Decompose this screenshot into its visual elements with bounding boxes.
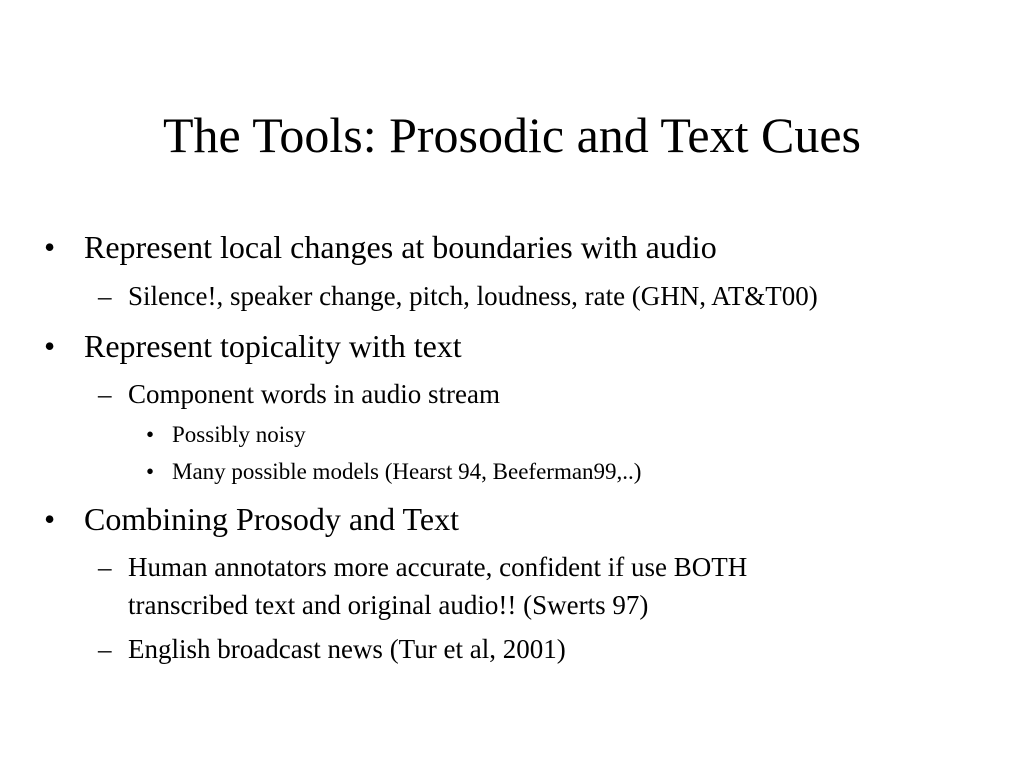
sub-item-text: Human annotators more accurate, confident if use BOTH [128, 552, 748, 582]
sub-sub-item-text: Possibly noisy [172, 422, 306, 447]
small-bullet-marker: • [146, 459, 155, 484]
dash-marker: – [98, 552, 112, 582]
sub-item-text: English broadcast news (Tur et al, 2001) [128, 634, 566, 664]
bullet-marker: • [44, 501, 56, 537]
slide-title: The Tools: Prosodic and Text Cues [162, 107, 862, 163]
sub-item-text: Component words in audio stream [128, 379, 500, 409]
sub-item-continuation [128, 588, 648, 622]
dash-marker: – [98, 634, 112, 664]
sub-item-text: Silence!, speaker change, pitch, loudness, rate (GHN, AT&T00) [128, 281, 818, 311]
bullet-text: Represent local changes at boundaries with audio [84, 229, 717, 265]
sub-sub-item-text: Many possible models (Hearst 94, Beeferman99,..) [172, 459, 642, 484]
dash-marker: – [98, 379, 112, 409]
sub-item-text: transcribed text and original audio!! (Swerts 97) [128, 590, 649, 620]
bullet-text: Combining Prosody and Text [84, 501, 459, 537]
bullet-marker: • [44, 229, 56, 265]
bullet-marker: • [44, 328, 56, 364]
small-bullet-marker: • [146, 422, 155, 447]
bullet-text: Represent topicality with text [84, 328, 462, 364]
dash-marker: – [98, 281, 112, 311]
